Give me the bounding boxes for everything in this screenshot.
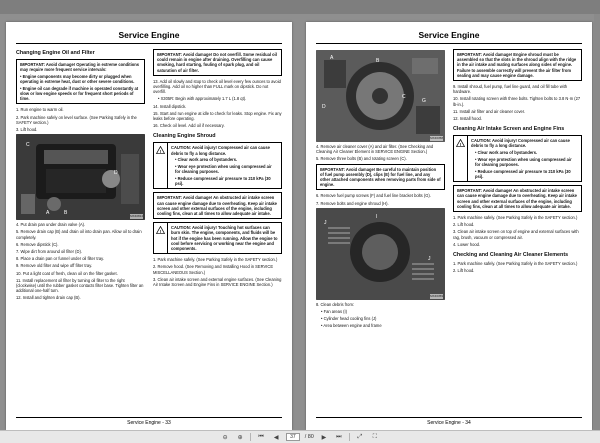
notice-text: IMPORTANT: Avoid damage! Operating in extreme conditions may require more frequent service intervals: [20,62,140,73]
important-notice: IMPORTANT: Avoid damage! Do not overfill. Some residual oil could remain in engine after draining. Overfilling can cause smoking, hard starting, fouling of spark plug, and oil saturation of air filter. [153,49,282,76]
fit-page-icon[interactable]: ⤢ [357,433,363,440]
next-page-icon[interactable]: ▶ [321,434,327,441]
warning-icon [454,136,468,181]
engine-oil-figure [16,134,145,220]
svg-text:G: G [422,98,426,104]
toolbar-divider [250,433,251,441]
svg-text:B: B [376,58,380,64]
engine-illustration [16,134,145,220]
step: 8. Place a drain pan or funnel under oil filter tray. [16,256,104,262]
step: 12. Install and tighten drain cap (B). [16,295,81,301]
first-page-icon[interactable]: ⏮ [258,433,264,440]
page-header: Service Engine [316,30,582,44]
section-heading: Checking and Cleaning Air Cleaner Elements [453,251,569,258]
step: 9. Install shroud, fuel pump, fuel line guard, and oil fill tube with hardware. [453,84,568,95]
step: 16. Check oil level. Add oil if necessary. [153,123,225,129]
step: 2. Remove hood. (See Removing and Installing Hood in SERVICE MISCELLANEOUS Section.) [153,264,274,275]
svg-text:J: J [428,255,431,262]
section-heading: Cleaning Air Intake Screen and Engine Fins [453,126,565,133]
engine-top-figure [316,50,445,142]
step: 3. Clean air intake screen on top of engine and external surfaces with rag, brush, vacuum or compressed air. [453,229,579,240]
step: 10. Put a light coat of fresh, clean oil on the filter gasket. [16,270,118,276]
step: 14. Install dipstick. [153,103,187,109]
viewer-top-bar [0,0,600,14]
step: 8. Clean debris from: [316,301,354,307]
toolbar-divider [349,433,350,441]
step: 13. Add oil slowly and stop to check oil level every few ounces to avoid overfilling. Add oil no higher than FULL mark on dipstick. Do not overfill. [153,78,281,95]
caution-bullet: • Clear work area of bystanders. [475,150,538,156]
step: 11. Install replacement oil filter by turning oil filter to the right (clockwise) until the rubber gasket contacts filter base. Tighten filter an additional one-half turn. [16,277,144,294]
caution-bullet: • Reduce compressed air pressure to 210 kPa (30 psi). [475,168,571,179]
step-bullet: • Fan areas (I) [321,309,348,315]
step: 1. Park machine safely. (See Parking Safely in the SAFETY section.) [453,260,578,266]
warning-icon [154,143,168,188]
svg-text:A: A [46,210,50,217]
step-bullet: • Cylinder head cooling fins (J) [321,316,377,322]
step: 11. Install air filter and air cleaner cover. [453,108,526,114]
step: 3. Clean air intake screen and external engine surfaces. (See Cleaning Air Intake Screen and Engine Fins in SERVICE ENGINE Section.) [153,276,282,287]
svg-text:J: J [324,219,327,226]
important-notice: IMPORTANT: Avoid damage! Engine shroud must be assembled so that the slots in the shroud align with the ridge in the air intake and mating surfaces along sides of engine. Failure to assemble correctly will prevent the air filter from sealing and may cause engine damage. [453,49,582,81]
step: 6. Remove dipstick (C). [16,241,59,247]
important-notice: IMPORTANT: Avoid damage! Be careful to maintain position of fuel pump assembly (D), clips (E) for fuel line, and any other attached components when removing parts from side of engine. [316,164,445,191]
svg-text:C: C [26,142,30,149]
svg-text:!: ! [159,149,162,155]
svg-text:A: A [330,55,334,61]
important-notice: IMPORTANT: Avoid damage! An obstructed air intake screen can cause engine damage due to overheating. Keep air intake screen and other external surfaces of the engine, including cooling fins, clean at all times to allow adequate air intake. [153,192,282,219]
step: 10. Install rotating screen with three bolts. Tighten bolts to 3.8 N·m (27 lb-in.). [453,96,581,107]
step: 5. Remove three bolts (B) and rotating screen (C). [316,156,407,162]
step: 4. Put drain pan under drain valve (A). [16,222,86,228]
section-heading: Cleaning Engine Shroud [153,133,216,140]
warning-icon [154,223,168,253]
caution-text: CAUTION: Avoid injury! Compressed air can cause debris to fly a long distance. [471,138,570,149]
important-notice [16,59,145,104]
previous-page-icon[interactable]: ◀ [273,434,279,441]
section-heading: Changing Engine Oil and Filter [16,50,95,56]
page-34 [306,22,592,430]
left-column-2 [153,48,282,289]
zoom-in-icon[interactable]: ⊕ [237,434,243,441]
step: 4. Remove air cleaner cover (A) and air filter. (See Checking and Cleaning Air Cleaner Element in SERVICE ENGINE Section.) [316,144,434,155]
step: 3. Lift hood. [16,127,38,133]
svg-text:D: D [114,170,118,177]
step: 12. Install hood. [453,116,482,122]
svg-text:B: B [64,210,68,217]
page-header: Service Engine [16,30,282,44]
right-column-2 [453,48,582,275]
page-footer: Service Engine - 34 [316,417,582,426]
important-notice: IMPORTANT: Avoid damage! An obstructed air intake screen can cause engine damage due to overheating. Keep air intake screen and other external surfaces of the engine, including cooling fins, clean at all times to allow adequate air intake. [453,185,582,212]
step: 9. Remove old filter and wipe off filter tray. [16,263,93,269]
page-number-input[interactable]: 37 [286,433,300,441]
step: 1. Park machine safely. (See Parking Safely in the SAFETY section.) [153,257,278,263]
engine-shroud-illustration [316,50,445,142]
left-column-1 [16,48,145,303]
caution-notice [153,142,282,189]
step: 6. Remove fuel pump screws (F) and fuel line bracket bolts (G). [316,193,431,199]
page-total: / 80 [304,434,314,440]
step: 5. Remove drain cap (B) and drain oil into drain pan. Allow oil to drain completely. [16,229,142,240]
step-bullet: • X305R: Begin with approximately 1.7 L (1.8 qt). [158,96,247,102]
step: 7. Remove bolts and engine shroud (H). [316,200,389,206]
zoom-out-icon[interactable]: ⊖ [222,434,228,441]
caution-notice [153,222,282,254]
caution-text: CAUTION: Avoid injury! Compressed air can cause debris to fly a long distance. [171,145,270,156]
caution-bullet: • Clear work area of bystanders. [175,157,238,163]
step: 1. Run engine to warm oil. [16,107,64,113]
figure-code: MX46359 [430,293,443,298]
step: 1. Park machine safely. (See Parking Safely in the SAFETY section.) [453,214,578,220]
svg-text:I: I [376,213,378,220]
vertical-scrollbar[interactable] [594,14,600,430]
notice-bullet: • Engine components may become dirty or plugged when operating in extreme heat, dust or other severe conditions. [20,73,135,85]
caution-bullet: • Wear eye protection when using compressed air for cleaning purposes. [475,156,572,168]
step: 15. Start and run engine at idle to check for leaks. Stop engine. Fix any leaks before operating. [153,110,282,122]
fullscreen-icon[interactable]: ⛶ [372,433,377,440]
cooling-fins-illustration [316,208,445,300]
caution-notice [453,135,582,182]
engine-fins-figure [316,208,445,300]
viewer-toolbar [0,430,600,443]
page-footer: Service Engine - 33 [16,417,282,426]
step-bullet: • Area between engine and frame [321,323,382,329]
caution-bullet: • Reduce compressed air pressure to 210 kPa (30 psi). [175,175,271,187]
caution-text: CAUTION: Avoid injury! Touching hot surfaces can burn skin. The engine, components, and fluids will be hot if the engine has been running. Allow the engine to cool before servicing or working near the engine and components. [171,225,278,251]
svg-text:C: C [402,94,406,100]
step: 2. Lift hood. [453,222,475,228]
last-page-icon[interactable]: ⏭ [336,433,342,440]
svg-text:!: ! [459,141,462,147]
step: 2. Lift hood. [453,268,475,274]
caution-bullet: • Wear eye protection when using compressed air for cleaning purposes. [175,164,272,175]
step: 4. Lower hood. [453,241,481,247]
svg-text:D: D [322,104,326,110]
right-column-1 [316,48,445,331]
figure-code: MX40814 [130,214,143,219]
notice-bullet: • Engine oil can degrade if machine is operated constantly at slow or low engine speeds or for frequent short periods of time. [20,85,139,102]
page-33 [6,22,292,430]
figure-code: MX46358 [430,135,443,140]
svg-text:!: ! [159,228,162,234]
step: 2. Park machine safely on level surface. (See Parking Safely in the SAFETY section.) [16,114,137,125]
step: 7. Wipe dirt from around oil filter (D). [16,249,82,255]
